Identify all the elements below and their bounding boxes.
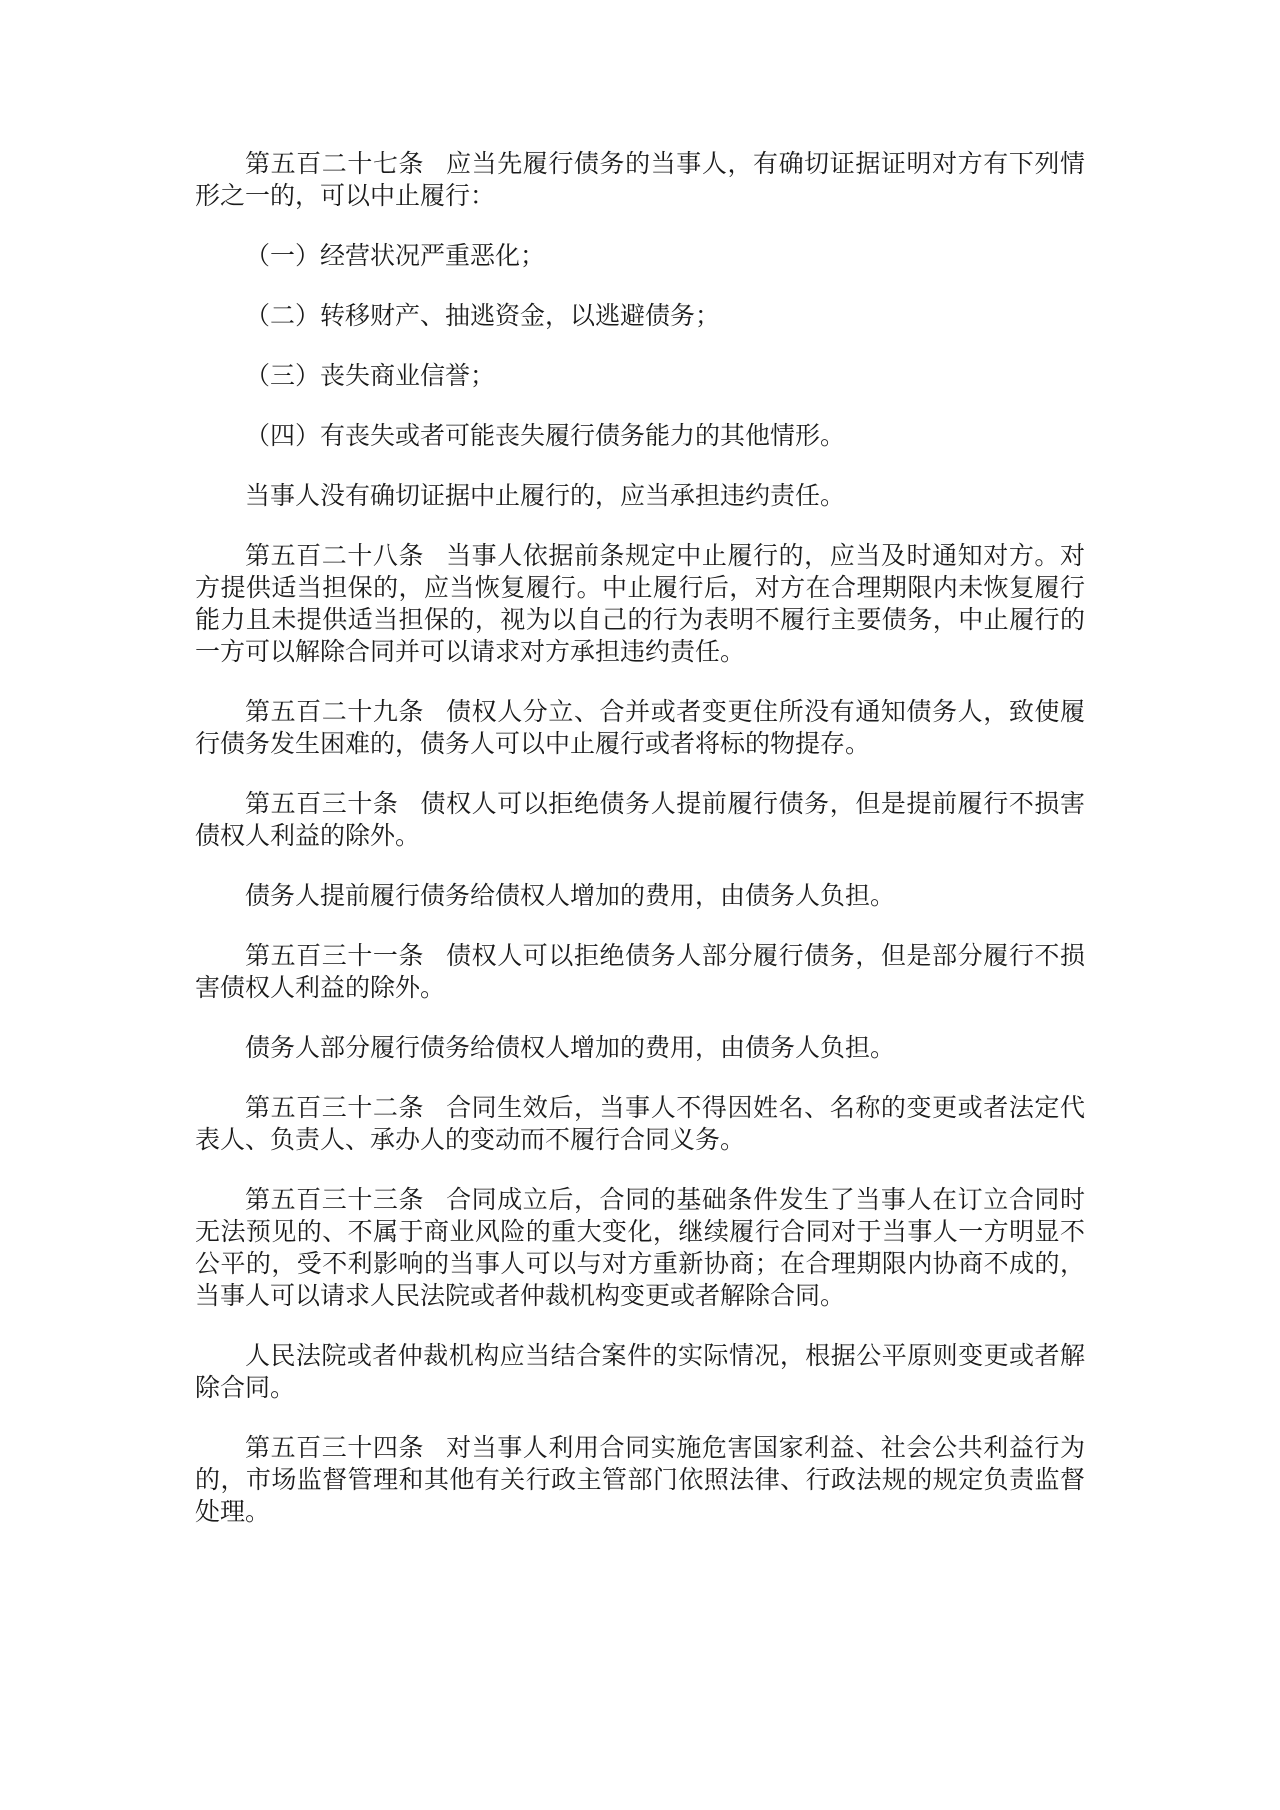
article-heading: 第五百三十四条 [245, 1433, 425, 1462]
article-530 [195, 788, 1085, 852]
paragraph-text: 债务人部分履行债务给债权人增加的费用，由债务人负担。 [245, 1033, 896, 1062]
paragraph-text: 人民法院或者仲裁机构应当结合案件的实际情况，根据公平原则变更或者解除合同。 [195, 1341, 1085, 1402]
list-item: （四）有丧失或者可能丧失履行债务能力的其他情形。 [245, 421, 846, 450]
article-text: 债权人可以拒绝债务人部分履行债务，但是部分履行不损害债权人利益的除外。 [195, 941, 1085, 1002]
article-heading: 第五百二十九条 [245, 697, 425, 726]
article-text: 合同成立后，合同的基础条件发生了当事人在订立合同时无法预见的、不属于商业风险的重大变化，继续履行合同对于当事人一方明显不公平的，受不利影响的当事人可以与对方重新协商；在合理期限内协商不成的，当事人可以请求人民法院或者仲裁机构变更或者解除合同。 [195, 1185, 1085, 1310]
article-532 [195, 1092, 1085, 1156]
article-heading: 第五百二十七条 [245, 149, 425, 178]
list-item: （一）经营状况严重恶化； [245, 241, 546, 270]
article-531 [195, 940, 1085, 1004]
article-text: 当事人依据前条规定中止履行的，应当及时通知对方。对方提供适当担保的，应当恢复履行。中止履行后，对方在合理期限内未恢复履行能力且未提供适当担保的，视为以自己的行为表明不履行主要债务，中止履行的一方可以解除合同并可以请求对方承担违约责任。 [195, 541, 1085, 666]
article-text: 对当事人利用合同实施危害国家利益、社会公共利益行为的，市场监督管理和其他有关行政主管部门依照法律、行政法规的规定负责监督处理。 [195, 1433, 1085, 1526]
article-534 [195, 1432, 1085, 1528]
list-item: （二）转移财产、抽逃资金，以逃避债务； [245, 301, 721, 330]
article-529 [195, 696, 1085, 760]
paragraph-text: 当事人没有确切证据中止履行的，应当承担违约责任。 [245, 481, 846, 510]
document-body [195, 148, 1085, 1556]
article-heading: 第五百三十二条 [245, 1093, 425, 1122]
article-heading: 第五百三十条 [245, 789, 399, 818]
article-heading: 第五百三十三条 [245, 1185, 425, 1214]
article-528 [195, 540, 1085, 668]
article-heading: 第五百三十一条 [245, 941, 425, 970]
article-text: 合同生效后，当事人不得因姓名、名称的变更或者法定代表人、负责人、承办人的变动而不履行合同义务。 [195, 1093, 1085, 1154]
article-527 [195, 148, 1085, 212]
article-text: 应当先履行债务的当事人，有确切证据证明对方有下列情形之一的，可以中止履行： [195, 149, 1085, 210]
list-item: （三）丧失商业信誉； [245, 361, 496, 390]
article-text: 债权人可以拒绝债务人提前履行债务，但是提前履行不损害债权人利益的除外。 [195, 789, 1085, 850]
article-text: 债权人分立、合并或者变更住所没有通知债务人，致使履行债务发生困难的，债务人可以中止履行或者将标的物提存。 [195, 697, 1085, 758]
paragraph-text: 债务人提前履行债务给债权人增加的费用，由债务人负担。 [245, 881, 896, 910]
article-533 [195, 1184, 1085, 1312]
article-heading: 第五百二十八条 [245, 541, 425, 570]
